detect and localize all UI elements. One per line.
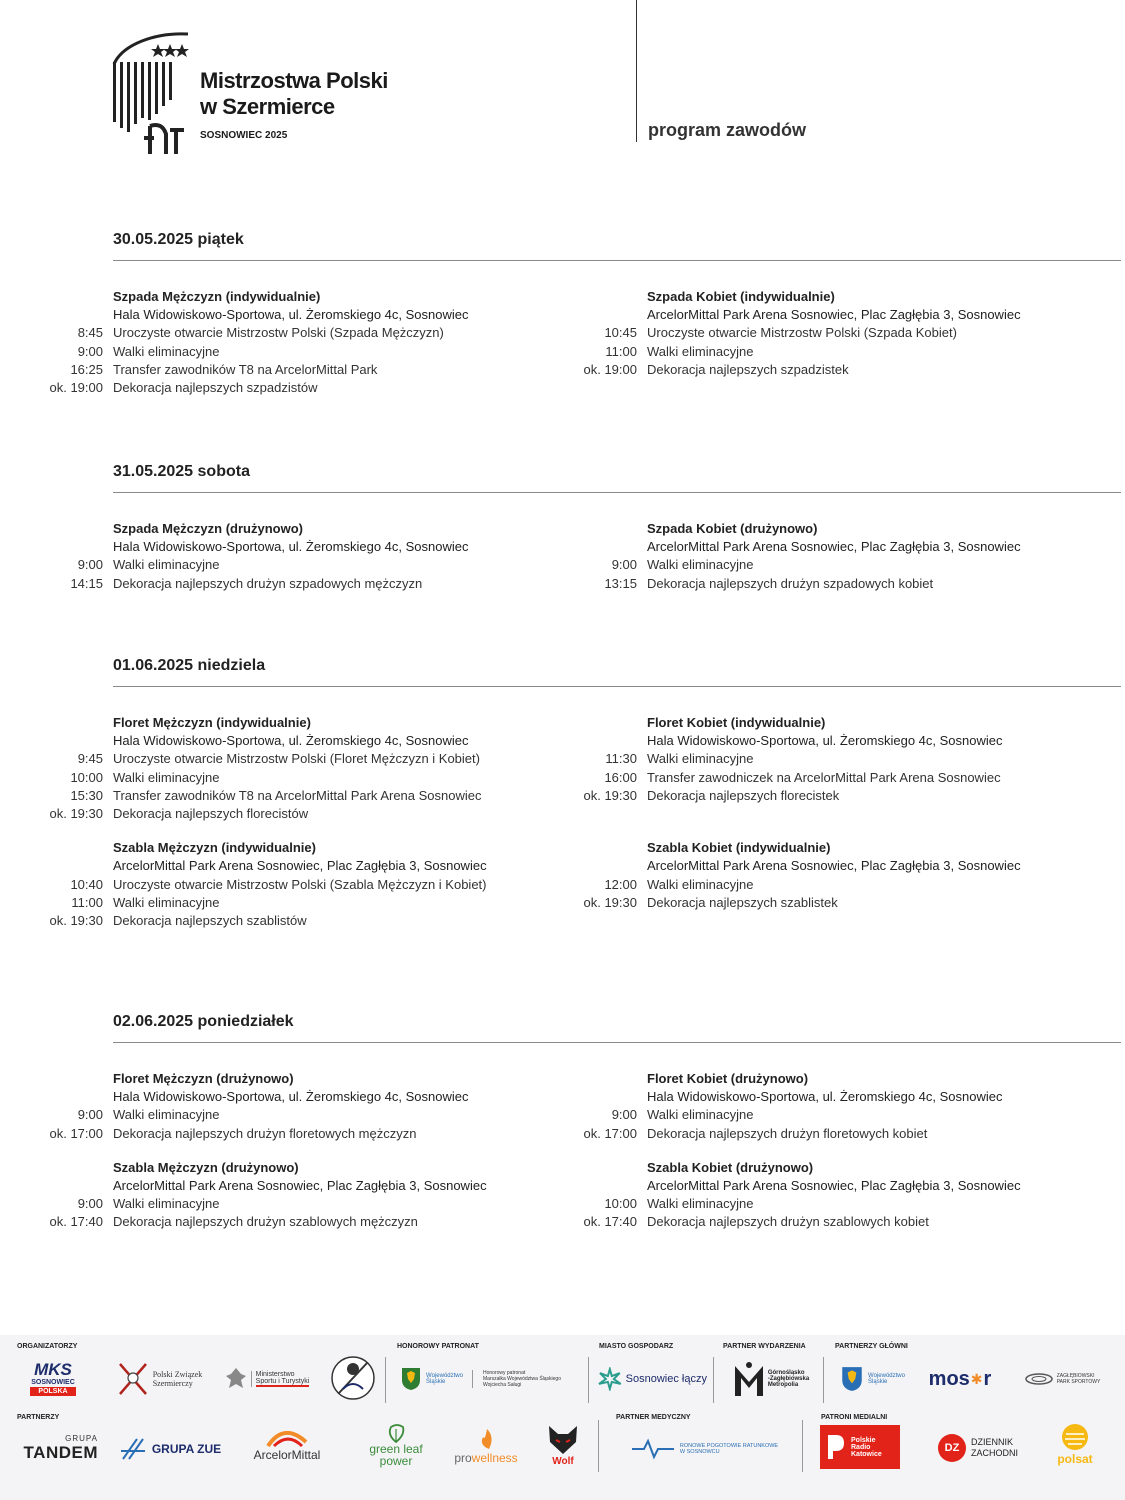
metropolis-m-icon (733, 1360, 765, 1398)
grupa-zue-logo (118, 1433, 222, 1465)
schedule-entry (534, 894, 1068, 912)
event-block (534, 1159, 1068, 1232)
schedule-entry (534, 769, 1068, 787)
ministry-of-sport-logo (222, 1359, 312, 1399)
green-leaf-logo-line-2: power (379, 1454, 413, 1468)
entry-time: ok. 19:30 (583, 894, 637, 910)
event-block (0, 714, 534, 823)
logo-subtitle: SOSNOWIEC 2025 (200, 130, 288, 141)
gzm-logo-line-2: -Zagłębiowska (767, 1376, 810, 1382)
entry-time: 9:00 (611, 557, 637, 573)
wolf-head-icon (546, 1424, 580, 1456)
schedule-entry (0, 894, 534, 912)
logo-title-line-1: Mistrzostwa Polski (200, 68, 388, 93)
day-schedule-grid (0, 714, 1125, 930)
silesian-voivodeship-main-logo (833, 1359, 913, 1399)
entry-description: Walki eliminacyjne (113, 894, 220, 910)
dz-logo-line-1: DZIENNIK (971, 1437, 1014, 1447)
entry-time: 14:15 (70, 575, 103, 591)
entry-description: Dekoracja najlepszych szpadzistek (647, 361, 849, 377)
day-title: 31.05.2025 sobota (113, 463, 250, 480)
entry-time: 10:00 (70, 769, 103, 785)
entry-time: 11:00 (605, 343, 637, 359)
mks-logo-city: SOSNOWIEC (31, 1379, 75, 1386)
schedule-row (0, 839, 1125, 930)
tandem-logo-line-2: TANDEM (23, 1442, 98, 1462)
entry-time: 12:00 (604, 876, 637, 892)
entry-description: Walki eliminacyjne (113, 1107, 220, 1123)
emergency-medical-service-logo (614, 1431, 794, 1467)
wolf-logo-text: Wolf (552, 1455, 574, 1467)
event-block-title: Szpada Kobiet (indywidualnie) (647, 289, 835, 304)
event-block (534, 520, 1068, 593)
entry-description: Walki eliminacyjne (113, 1196, 220, 1212)
zps-logo-line-1: ZAGŁĘBIOWSKI (1056, 1373, 1095, 1379)
event-venue: Hala Widowiskowo-Sportowa, ul. Żeromskiego 4c, Sosnowiec (647, 733, 1003, 749)
entry-description: Dekoracja najlepszych szablistek (647, 894, 838, 910)
schedule-entry (0, 912, 534, 930)
mks-logo-text: MKS (34, 1360, 72, 1379)
event-block-title: Szabla Mężczyzn (indywidualnie) (113, 840, 316, 856)
schedule-row (0, 1159, 1125, 1232)
entry-time: ok. 17:00 (49, 1125, 103, 1141)
event-venue: Hala Widowiskowo-Sportowa, ul. Żeromskiego 4c, Sosnowiec (113, 1089, 469, 1105)
event-block (534, 1070, 1068, 1143)
entry-time: ok. 17:00 (583, 1125, 637, 1141)
entry-description: Walki eliminacyjne (647, 876, 754, 892)
schedule-entry (534, 556, 1068, 574)
entry-time: ok. 17:40 (583, 1214, 637, 1230)
event-block-title: Floret Kobiet (drużynowo) (647, 1071, 809, 1086)
entry-description: Dekoracja najlepszych drużyn floretowych kobiet (647, 1125, 928, 1141)
event-block-title: Floret Kobiet (indywidualnie) (647, 715, 826, 730)
entry-description: Walki eliminacyjne (647, 557, 754, 573)
mosir-logo (920, 1359, 1000, 1399)
entry-description: Dekoracja najlepszych szablistów (113, 913, 307, 929)
schedule-row (0, 714, 1125, 823)
schedule-entry (0, 1213, 534, 1231)
schedule-entry (0, 575, 534, 593)
schedule-entry (534, 1213, 1068, 1231)
event-venue: ArcelorMittal Park Arena Sosnowiec, Plac Zagłębia 3, Sosnowiec (113, 1178, 487, 1194)
sponsor-divider (823, 1357, 824, 1403)
marshal-logo-line-2: Marszałka Województwa Śląskiego (483, 1376, 561, 1382)
schedule-entry (534, 361, 1068, 379)
arcelormittal-logo (238, 1425, 336, 1465)
mosir-logo-text-1: mos (928, 1367, 970, 1390)
prowellness-logo-text-2: wellness (471, 1451, 518, 1465)
grupa-tandem-logo (14, 1430, 98, 1466)
entry-description: Dekoracja najlepszych drużyn szablowych kobiet (647, 1214, 929, 1230)
championship-logo (110, 26, 430, 161)
entry-description: Dekoracja najlepszych szpadzistów (113, 380, 318, 396)
day-divider (113, 492, 1121, 493)
radio-logo-line-3: Katowice (851, 1450, 882, 1458)
media-patrons-label: PATRONI MEDIALNI (821, 1414, 888, 1421)
dz-logo-line-2: ZACHODNI (971, 1448, 1018, 1458)
entry-description: Dekoracja najlepszych drużyn szpadowych kobiet (647, 575, 934, 591)
silesia-shield-icon (401, 1367, 421, 1391)
entry-time: 9:00 (77, 557, 103, 573)
entry-time: 10:00 (604, 1196, 637, 1212)
zaglebiowski-park-logo (1012, 1359, 1112, 1399)
organizers-label: ORGANIZATORZY (17, 1343, 78, 1350)
zue-rails-icon (119, 1437, 149, 1461)
day-schedule-grid (0, 1070, 1125, 1232)
crossed-swords-icon (116, 1360, 150, 1398)
sponsor-divider (588, 1357, 589, 1403)
entry-description: Walki eliminacyjne (647, 343, 754, 359)
ministry-logo-line-2: Sportu i Turystyki (255, 1378, 310, 1385)
ambulance-star-icon (630, 1438, 676, 1460)
entry-time: 16:00 (604, 769, 637, 785)
day-schedule-grid (0, 520, 1125, 593)
zps-logo-line-2: PARK SPORTOWY (1056, 1379, 1101, 1385)
event-venue: ArcelorMittal Park Arena Sosnowiec, Plac Zagłębia 3, Sosnowiec (647, 1178, 1021, 1194)
gzm-logo-line-3: Metropolia (767, 1382, 799, 1388)
entry-time: 11:00 (71, 894, 103, 910)
prowellness-logo (446, 1421, 526, 1471)
sponsor-divider (385, 1357, 386, 1403)
gzm-metropolis-logo (722, 1357, 820, 1401)
gzm-logo-line-1: Górnośląsko (767, 1370, 805, 1376)
sosnowiec-star-icon (597, 1367, 623, 1391)
wolf-logo (540, 1419, 586, 1471)
main-partners-label: PARTNERZY GŁÓWNI (835, 1343, 908, 1350)
entry-description: Dekoracja najlepszych drużyn szablowych mężczyzn (113, 1214, 418, 1230)
dz-badge: DZ (938, 1434, 966, 1462)
day-title: 02.06.2025 poniedziałek (113, 1013, 294, 1030)
radio-logo-line-2: Radio (851, 1443, 871, 1451)
event-venue: Hala Widowiskowo-Sportowa, ul. Żeromskiego 4c, Sosnowiec (113, 307, 469, 323)
schedule-entry (0, 324, 534, 342)
voivodeship-logo-line-1: Województwo (426, 1373, 463, 1379)
entry-time: 13:15 (604, 575, 637, 591)
sosnowiec-city-logo (597, 1359, 707, 1399)
entry-time: ok. 17:40 (49, 1214, 103, 1230)
schedule-entry (534, 787, 1068, 805)
medical-logo-line-2: W SOSNOWCU (679, 1449, 720, 1455)
pzs-logo-line-1: Polski Związek (152, 1370, 203, 1379)
entry-description: Dekoracja najlepszych florecistek (647, 787, 840, 803)
sosnowiec-logo-text: Sosnowiec łączy (625, 1373, 707, 1385)
polskie-radio-katowice-logo (820, 1425, 900, 1469)
entry-description: Walki eliminacyjne (647, 751, 754, 767)
day-title: 01.06.2025 niedziela (113, 657, 266, 674)
entry-description: Uroczyste otwarcie Mistrzostw Polski (Szabla Mężczyzn i Kobiet) (113, 876, 487, 892)
entry-time: ok. 19:30 (49, 913, 103, 929)
marshal-patronage-logo (472, 1359, 582, 1399)
day-title: 30.05.2025 piątek (113, 231, 244, 248)
entry-description: Walki eliminacyjne (113, 557, 220, 573)
honorary-patronage-label: HONOROWY PATRONAT (397, 1343, 479, 1350)
silesia-shield-icon (841, 1366, 863, 1392)
entry-time: 11:30 (605, 751, 637, 767)
schedule-entry (0, 805, 534, 823)
schedule-entry (0, 750, 534, 768)
entry-description: Dekoracja najlepszych drużyn floretowych mężczyzn (113, 1125, 417, 1141)
entry-description: Transfer zawodników T8 na ArcelorMittal Park (113, 361, 378, 377)
voivodeship-logo-line-2: Śląskie (426, 1379, 446, 1385)
host-city-label: MIASTO GOSPODARZ (599, 1343, 674, 1350)
entry-time: 15:30 (70, 787, 103, 803)
fencing-club-crest-logo (328, 1353, 378, 1403)
medical-partner-label: PARTNER MEDYCZNY (616, 1414, 691, 1421)
event-venue: ArcelorMittal Park Arena Sosnowiec, Plac Zagłębia 3, Sosnowiec (647, 539, 1021, 555)
schedule-entry (0, 787, 534, 805)
polsat-sun-icon (1060, 1422, 1090, 1452)
entry-time: 9:45 (77, 751, 103, 767)
entry-description: Transfer zawodniczek na ArcelorMittal Park Arena Sosnowiec (647, 769, 1001, 785)
voivodeship-main-logo-line-2: Śląskie (868, 1379, 888, 1385)
schedule-entry (0, 361, 534, 379)
event-partner-label: PARTNER WYDARZENIA (723, 1343, 806, 1350)
event-venue: Hala Widowiskowo-Sportowa, ul. Żeromskiego 4c, Sosnowiec (647, 1089, 1003, 1105)
event-venue: Hala Widowiskowo-Sportowa, ul. Żeromskiego 4c, Sosnowiec (113, 733, 469, 749)
schedule-entry (534, 750, 1068, 768)
voivodeship-main-logo-line-1: Województwo (868, 1373, 905, 1379)
radio-logo-line-1: Polskie (851, 1436, 876, 1444)
schedule-entry (534, 1106, 1068, 1124)
schedule-entry (534, 575, 1068, 593)
event-block-title: Szpada Kobiet (drużynowo) (647, 521, 818, 536)
entry-description: Dekoracja najlepszych drużyn szpadowych mężczyzn (113, 575, 423, 591)
zue-logo-text: GRUPA ZUE (151, 1442, 222, 1456)
entry-time: 10:45 (604, 325, 637, 341)
event-block (0, 288, 534, 397)
radio-mark-icon (824, 1433, 846, 1461)
event-block (0, 1159, 534, 1232)
entry-time: ok. 19:30 (49, 806, 103, 822)
marshal-logo-line-1: Honorowy patronat (483, 1370, 526, 1376)
event-block-title: Floret Mężczyzn (indywidualnie) (113, 715, 311, 730)
schedule-row (0, 288, 1125, 397)
schedule-entry (534, 1125, 1068, 1143)
entry-time: ok. 19:00 (583, 361, 637, 377)
stadium-icon (1024, 1372, 1054, 1386)
prowellness-logo-text-1: pro (454, 1451, 472, 1465)
event-block-title: Floret Mężczyzn (drużynowo) (113, 1071, 294, 1086)
schedule-entry (534, 324, 1068, 342)
page-title: program zawodów (648, 120, 807, 140)
dziennik-zachodni-logo (928, 1431, 1028, 1465)
entry-description: Uroczyste otwarcie Mistrzostw Polski (Szpada Mężczyzn) (113, 325, 444, 341)
schedule-entry (0, 1195, 534, 1213)
green-leaf-logo-line-1: green leaf (369, 1442, 423, 1456)
event-venue: ArcelorMittal Park Arena Sosnowiec, Plac Zagłębia 3, Sosnowiec (647, 858, 1021, 874)
entry-time: 9:00 (611, 1107, 637, 1123)
eagle-emblem-icon (225, 1366, 247, 1392)
event-block-title: Szabla Mężczyzn (drużynowo) (113, 1159, 299, 1175)
green-leaf-power-logo (356, 1419, 436, 1471)
partners-label: PARTNERZY (17, 1414, 60, 1421)
entry-time: 9:00 (77, 1107, 103, 1123)
sponsor-divider (598, 1420, 599, 1472)
day-divider (113, 260, 1121, 261)
day-schedule-grid (0, 288, 1125, 397)
event-block (0, 520, 534, 593)
entry-description: Walki eliminacyjne (647, 1196, 754, 1212)
entry-description: Transfer zawodników T8 na ArcelorMittal Park Arena Sosnowiec (113, 787, 482, 803)
schedule-entry (0, 556, 534, 574)
fencer-crest-icon (329, 1353, 377, 1403)
entry-time: 10:40 (70, 876, 103, 892)
entry-description: Dekoracja najlepszych florecistów (113, 806, 309, 822)
leaf-icon (385, 1423, 407, 1443)
entry-description: Uroczyste otwarcie Mistrzostw Polski (Szpada Kobiet) (647, 325, 957, 341)
entry-time: 9:00 (77, 343, 103, 359)
entry-time: 9:00 (77, 1196, 103, 1212)
event-block (534, 714, 1068, 823)
event-block-title: Szpada Mężczyzn (indywidualnie) (113, 289, 321, 304)
polish-fencing-federation-logo (112, 1359, 206, 1399)
entry-time: ok. 19:30 (583, 787, 637, 803)
event-block-title: Szabla Kobiet (indywidualnie) (647, 840, 831, 856)
pzs-logo-line-2: Szermierczy (152, 1379, 193, 1388)
mosir-figure-icon: ✱ (970, 1370, 983, 1387)
event-block (0, 839, 534, 930)
polsat-logo-text: polsat (1057, 1452, 1093, 1466)
schedule-entry (0, 379, 534, 397)
flame-icon (475, 1427, 497, 1451)
logo-title-line-2: w Szermierce (200, 94, 335, 119)
event-block (534, 288, 1068, 397)
schedule-entry (0, 769, 534, 787)
event-venue: Hala Widowiskowo-Sportowa, ul. Żeromskiego 4c, Sosnowiec (113, 539, 469, 555)
day-divider (113, 686, 1121, 687)
schedule-entry (0, 343, 534, 361)
mks-logo-country: POLSKA (30, 1387, 75, 1396)
entry-description: Uroczyste otwarcie Mistrzostw Polski (Floret Mężczyzn i Kobiet) (113, 751, 480, 767)
mks-sosnowiec-logo (16, 1359, 90, 1399)
event-block-title: Szpada Mężczyzn (drużynowo) (113, 521, 303, 536)
schedule-entry (0, 1106, 534, 1124)
silesian-voivodeship-logo (396, 1359, 468, 1399)
sponsor-divider (802, 1420, 803, 1472)
arcelormittal-arc-icon (264, 1428, 310, 1448)
event-block (534, 839, 1068, 930)
fencing-colonnade-logo-icon (110, 26, 200, 161)
polsat-logo (1040, 1417, 1110, 1471)
entry-time: 16:25 (70, 361, 103, 377)
mosir-logo-text-2: r (983, 1367, 992, 1390)
schedule-entry (0, 876, 534, 894)
entry-description: Walki eliminacyjne (647, 1107, 754, 1123)
marshal-logo-line-3: Wojciecha Saługi (483, 1382, 522, 1388)
schedule-entry (534, 343, 1068, 361)
event-venue: ArcelorMittal Park Arena Sosnowiec, Plac Zagłębia 3, Sosnowiec (113, 858, 487, 874)
entry-description: Walki eliminacyjne (113, 769, 220, 785)
schedule-row (0, 1070, 1125, 1143)
sponsors-footer (0, 1335, 1125, 1500)
day-divider (113, 1042, 1121, 1043)
medical-logo-line-1: RONOWE POGOTOWIE RATUNKOWE (679, 1443, 779, 1449)
header-divider (636, 0, 637, 142)
ministry-logo-line-1: Ministerstwo (255, 1371, 295, 1378)
schedule-entry (534, 876, 1068, 894)
schedule-row (0, 520, 1125, 593)
arcelormittal-logo-text: ArcelorMittal (253, 1448, 321, 1462)
event-block (0, 1070, 534, 1143)
event-venue: ArcelorMittal Park Arena Sosnowiec, Plac Zagłębia 3, Sosnowiec (647, 307, 1021, 323)
schedule-entry (534, 1195, 1068, 1213)
sponsor-divider (713, 1357, 714, 1403)
entry-time: ok. 19:00 (49, 380, 103, 396)
event-block-title: Szabla Kobiet (drużynowo) (647, 1159, 814, 1175)
schedule-entry (0, 1125, 534, 1143)
entry-description: Walki eliminacyjne (113, 343, 220, 359)
tandem-logo-line-1: GRUPA (65, 1433, 98, 1443)
entry-time: 8:45 (77, 325, 103, 341)
